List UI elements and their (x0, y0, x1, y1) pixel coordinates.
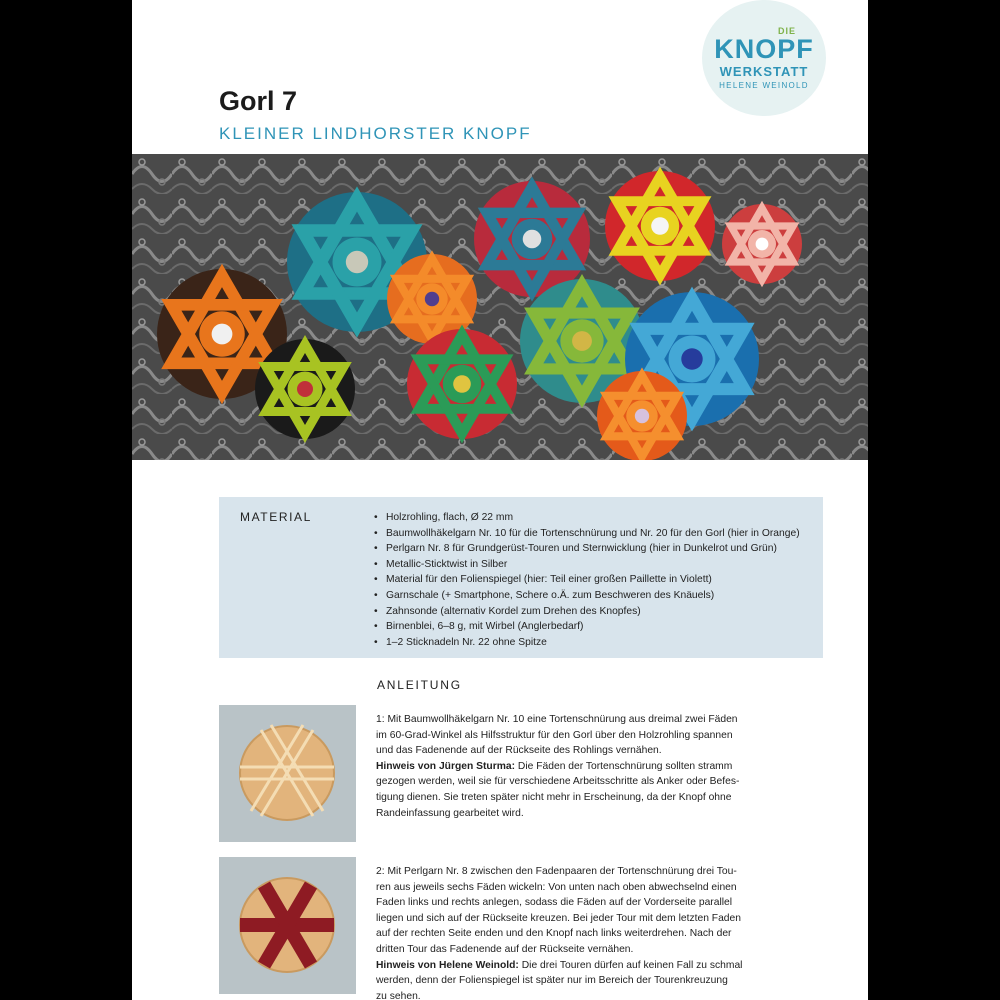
material-label: MATERIAL (240, 510, 312, 524)
step2-text: 2: Mit Perlgarn Nr. 8 zwischen den Fadenpaaren der Tortenschnürung drei Tou- ren aus jeweils sechs Fäden wickeln: Von unten nach oben abwechselnd einen Faden links und rechts anlegen, sodass die Fäden auf der Vorderseite parallel liegen und sich auf der Rückseite kreuzen. Bei jeder Tour mit dem letzten Faden auf der rechten Seite enden und den Knopf nach links weiterdrehen. Nach der dritten Tour das Fadenende auf der Rückseite vernähen. Hinweis von Helene Weinold: Die drei Touren dürfen auf keinen Fall zu schmal werden, denn der Folienspiegel ist später nur im Bereich der Tourenkreuzung zu sehen. (376, 866, 743, 1000)
list-item: • Birnenblei, 6–8 g, mit Wirbel (Anglerbedarf) (386, 619, 800, 635)
list-item: • Metallic-Sticktwist in Silber (386, 557, 800, 573)
logo-name: HELENE WEINOLD (719, 81, 809, 90)
page-subtitle: KLEINER LINDHORSTER KNOPF (219, 124, 532, 143)
list-item: • Zahnsonde (alternativ Kordel zum Drehen des Knopfes) (386, 604, 800, 620)
list-item: • Baumwollhäkelgarn Nr. 10 für die Tortenschnürung und Nr. 20 für den Gorl (hier in Orange) (386, 526, 800, 542)
step2-photo (219, 857, 356, 994)
list-item: • 1–2 Sticknadeln Nr. 22 ohne Spitze (386, 635, 800, 651)
list-item: • Garnschale (+ Smartphone, Schere o.Ä. zum Beschweren des Knäuels) (386, 588, 800, 604)
step1-photo (219, 705, 356, 842)
material-list (372, 510, 800, 650)
list-item: • Material für den Folienspiegel (hier: Teil einer großen Paillette in Violett) (386, 572, 800, 588)
anleitung-heading: ANLEITUNG (377, 678, 462, 692)
logo-werkstatt: WERKSTATT (719, 64, 809, 79)
knopfwerkstatt-logo (702, 0, 826, 116)
logo-knopf: KNOPF (714, 34, 814, 64)
buttons-photo (132, 154, 868, 460)
page-title: Gorl 7 (219, 86, 298, 116)
logo-die: DIE (777, 26, 796, 36)
step1-text: 1: Mit Baumwollhäkelgarn Nr. 10 eine Tortenschnürung aus dreimal zwei Fäden im 60-Grad-Winkel als Hilfsstruktur für den Gorl über den Holzrohling spannen und das Fadenende auf der Rückseite des Rohlings vernähen. Hinweis von Jürgen Sturma: Die Fäden der Tortenschnürung sollten stramm gezogen werden, weil sie für verschiedene Arbeitsschritte als Anker oder Befes- tigung dienen. Sie treten später nicht mehr in Erscheinung, da der Knopf ohne Randeinfassung gearbeitet wird. (376, 714, 740, 819)
list-item: • Holzrohling, flach, Ø 22 mm (386, 510, 800, 526)
list-item: • Perlgarn Nr. 8 für Grundgerüst-Touren und Sternwicklung (hier in Dunkelrot und Grün) (386, 541, 800, 557)
document-page (132, 0, 868, 1000)
material-box (219, 497, 823, 658)
